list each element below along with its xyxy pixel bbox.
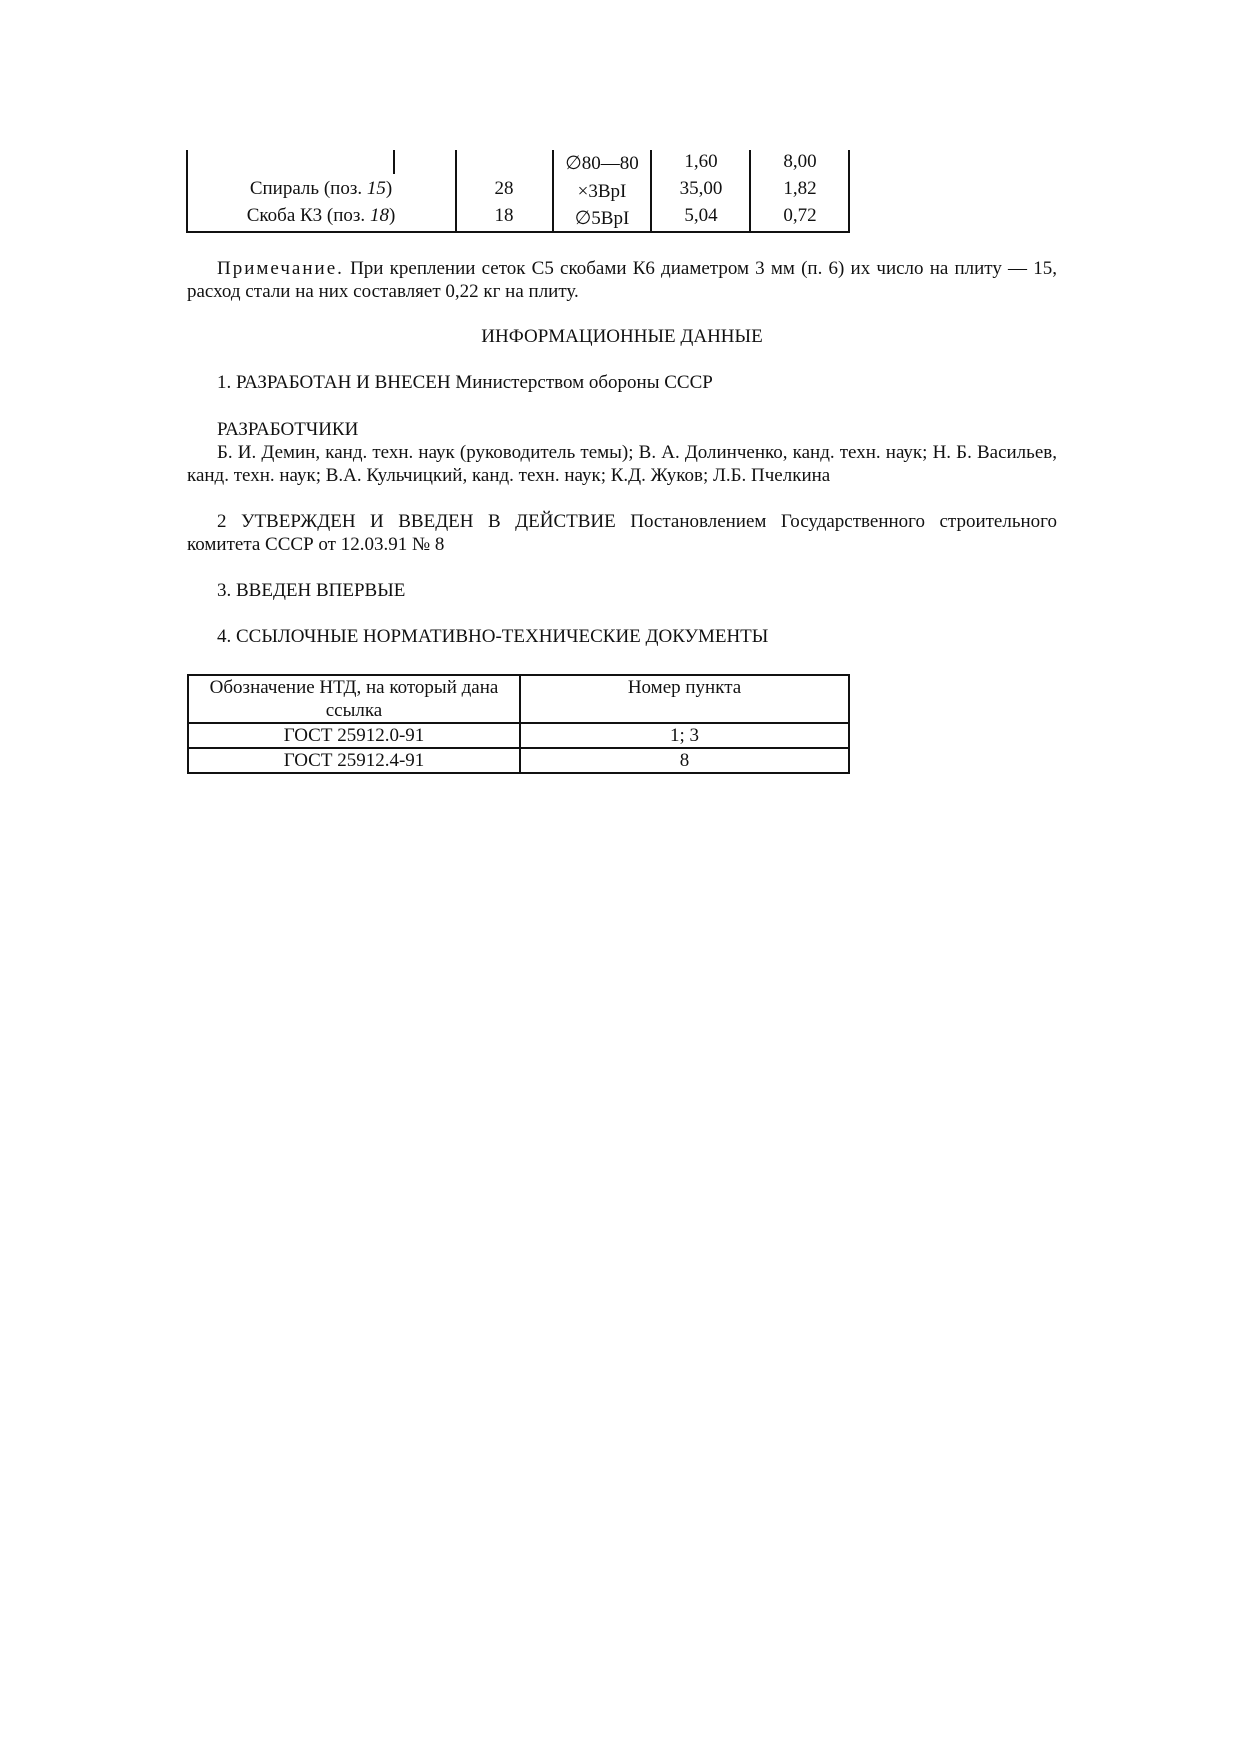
cell-name-end: ) <box>388 205 396 226</box>
cell-value-2: 0,72 <box>783 205 817 226</box>
cell-name <box>190 204 452 227</box>
cell-document: ГОСТ 25912.4-91 <box>188 748 520 773</box>
developers-heading: РАЗРАБОТЧИКИ <box>217 419 359 440</box>
table-divider <box>552 150 554 232</box>
table-divider <box>749 150 751 232</box>
table-border-right <box>848 150 850 232</box>
table-row <box>188 723 849 748</box>
cell-spec: ∅80—80 <box>565 153 639 174</box>
info-item-3: 3. ВВЕДЕН ВПЕРВЫЕ <box>217 580 406 601</box>
table-divider <box>455 150 457 232</box>
table-row <box>188 748 849 773</box>
info-item-2: 2 УТВЕРЖДЕН И ВВЕДЕН В ДЕЙСТВИЕ Постановлением Государственного строительного комитета СССР от 12.03.91 № 8 <box>187 511 1057 555</box>
cell-name-end: ) <box>385 178 393 199</box>
cell-clause-number: 1; 3 <box>520 723 849 748</box>
cell-name <box>190 177 452 200</box>
info-section-title: ИНФОРМАЦИОННЫЕ ДАННЫЕ <box>481 326 763 347</box>
cell-spec: ∅5ВрI <box>574 208 630 229</box>
info-item-1: 1. РАЗРАБОТАН И ВНЕСЕН Министерством обороны СССР <box>217 372 713 393</box>
note-text: При креплении сеток С5 скобами К6 диаметром 3 мм (п. 6) их число на плиту — 15, расход стали на них составляет 0,22 кг на плиту. <box>187 258 1057 302</box>
table-border-left <box>186 150 188 232</box>
cell-quantity: 18 <box>494 205 514 226</box>
developers-list: Б. И. Демин, канд. техн. наук (руководитель темы); В. А. Долинченко, канд. техн. наук; Н. Б. Васильев, канд. техн. наук; В.А. Кульчицкий, канд. техн. наук; К.Д. Жуков; Л.Б. Пчелкина <box>187 442 1057 486</box>
table-divider <box>650 150 652 232</box>
table-header-row <box>188 675 849 723</box>
cell-value-1: 35,00 <box>679 178 723 199</box>
note-label: Примечание. <box>217 258 344 279</box>
cell-spec: ×3ВрI <box>577 181 627 202</box>
cell-quantity: 28 <box>494 178 514 199</box>
cell-name-text: Спираль (поз. <box>249 178 367 199</box>
table-border-bottom <box>186 231 850 233</box>
cell-value-2: 1,82 <box>783 178 817 199</box>
cell-name-position: 15 <box>366 178 386 199</box>
cell-clause-number: 8 <box>520 748 849 773</box>
cell-name-position: 18 <box>369 205 389 226</box>
cell-value-1: 1,60 <box>684 151 718 172</box>
reference-documents-table <box>187 674 850 774</box>
cell-document: ГОСТ 25912.0-91 <box>188 723 520 748</box>
info-item-4: 4. ССЫЛОЧНЫЕ НОРМАТИВНО-ТЕХНИЧЕСКИЕ ДОКУМЕНТЫ <box>217 626 769 647</box>
cell-name-text: Скоба К3 (поз. <box>246 205 370 226</box>
header-clause-number: Номер пункта <box>520 675 849 723</box>
note-paragraph <box>187 257 1057 303</box>
table-mark <box>393 150 395 174</box>
header-document: Обозначение НТД, на который дана ссылка <box>188 675 520 723</box>
cell-value-1: 5,04 <box>684 205 718 226</box>
cell-value-2: 8,00 <box>783 151 817 172</box>
